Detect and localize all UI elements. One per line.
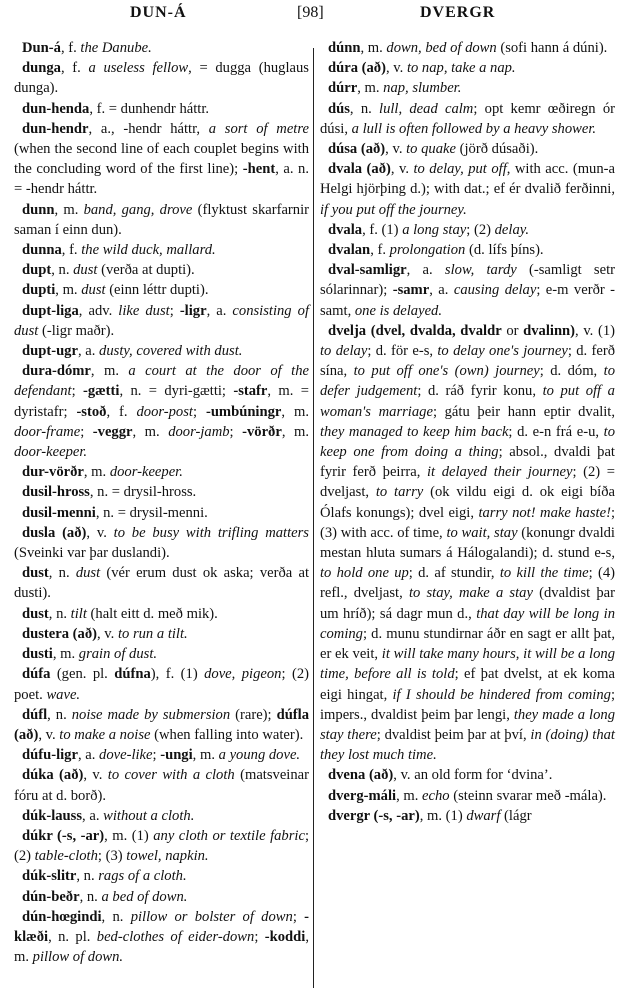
- definition: the Danube.: [80, 40, 152, 56]
- definition: to delay one's journey: [437, 343, 568, 360]
- entry-text: , f.: [106, 403, 137, 420]
- headword: dúfla (að): [14, 706, 310, 743]
- headword: -klæði: [14, 908, 310, 945]
- entry-text: , n.: [101, 908, 131, 925]
- dictionary-entry: [14, 503, 309, 523]
- entry-text: , f.: [61, 242, 82, 259]
- headword: dúnn: [328, 40, 361, 56]
- headword: dur-vörðr: [22, 464, 84, 481]
- headword: -samr: [392, 282, 430, 299]
- definition: a useless fellow: [88, 60, 189, 77]
- definition: bed-clothes of eider-down: [96, 928, 255, 945]
- definition: pillow or bolster of down: [130, 908, 293, 925]
- definition: to stay, make a stay: [408, 585, 533, 602]
- headword: dustera (að): [22, 625, 97, 642]
- entry-text: ; d. munu stundirnar áðr en sagt er allt þat, er ek veit,: [320, 625, 615, 663]
- headword: dun-hendr: [22, 120, 89, 137]
- dictionary-entry: [320, 58, 615, 78]
- definition: pillow of down.: [32, 949, 124, 966]
- definition: to keep one from doing a thing: [320, 423, 615, 461]
- headword: dúkr (-s, -ar): [22, 827, 105, 844]
- dictionary-entry: [320, 321, 615, 765]
- dictionary-entry: [14, 624, 309, 644]
- entry-text: (verða at dupti).: [97, 262, 195, 279]
- entry-text: , v.: [97, 625, 118, 642]
- definition: a court at the door of the defendant: [14, 363, 309, 400]
- entry-text: , n.: [48, 565, 76, 582]
- entry-text: ; d. ferð sína,: [320, 343, 615, 380]
- headword: dvala (að): [328, 161, 391, 178]
- entry-text: , n.: [349, 100, 380, 117]
- headword: -stafr: [233, 383, 268, 400]
- dictionary-entry: [14, 200, 309, 240]
- entry-text: , a.: [77, 343, 100, 360]
- entry-text: , n.: [51, 262, 74, 279]
- entry-text: ; dvaldist þeim þar at því,: [376, 726, 531, 743]
- headword: dusil-hross: [22, 484, 90, 501]
- definition: it will take many hours, it will be a long time, before all is told: [320, 646, 616, 683]
- dictionary-entry: [14, 604, 309, 624]
- entry-text: , f.: [370, 242, 390, 259]
- entry-text: , m.: [90, 363, 129, 380]
- definition: door-keeper.: [14, 444, 88, 461]
- definition: table-cloth: [34, 848, 98, 865]
- entry-text: , n.: [48, 605, 71, 622]
- definition: a lull is often followed by a heavy shower.: [351, 120, 597, 137]
- headword: -koddi: [264, 928, 306, 945]
- entry-text: ; gátu þeir hann eptir dvalit,: [432, 403, 616, 420]
- entry-text: , m.: [132, 423, 169, 440]
- definition: without a cloth.: [103, 807, 195, 824]
- definition: down, bed of down: [386, 40, 497, 56]
- entry-text: , n.: [47, 706, 72, 723]
- entry-text: ; impers., dvaldist þeim þar lengi,: [320, 686, 615, 723]
- entry-text: , = dugga (huglaus dunga).: [14, 60, 309, 97]
- entry-text: (gen. pl.: [50, 666, 115, 683]
- dictionary-entry: [320, 78, 615, 98]
- definition: consisting of dust: [14, 302, 309, 339]
- entry-text: (-samligt setr sólarinnar);: [320, 262, 616, 299]
- definition: to put off a woman's marriage: [320, 383, 615, 420]
- headword: -hent: [242, 161, 276, 178]
- dictionary-entry: [14, 361, 309, 462]
- definition: the wild duck, mallard.: [81, 242, 216, 259]
- definition: to quake: [406, 141, 456, 158]
- headword: dvala: [328, 221, 363, 238]
- definition: in (doing) that they lost much time.: [320, 726, 615, 764]
- headword: dúfa: [22, 666, 51, 683]
- entry-text: , m.: [14, 928, 309, 966]
- headword: dust: [22, 565, 49, 582]
- entry-text: ;: [229, 423, 243, 440]
- definition: a long stay: [402, 221, 467, 238]
- entry-text: ; d. för e-s,: [367, 343, 438, 360]
- definition: to defer judgement: [320, 363, 615, 400]
- headword: dvalan: [328, 242, 371, 259]
- headword: -stoð: [76, 403, 107, 420]
- definition: echo: [422, 787, 450, 804]
- entry-text: ; (3): [97, 848, 127, 865]
- headword: dvergr (-s, -ar): [328, 807, 420, 824]
- entry-text: or: [501, 322, 524, 339]
- headword: dura-dómr: [22, 363, 91, 380]
- dictionary-entry: [14, 341, 309, 361]
- headword: -ungi: [160, 747, 193, 764]
- definition: to run a tilt.: [117, 625, 188, 642]
- headword: dust: [22, 605, 49, 622]
- entry-text: ; (2): [14, 827, 309, 865]
- definition: to tarry: [375, 484, 424, 501]
- definition: to wait, stay: [446, 524, 518, 541]
- entry-text: (when the second line of each couplet begins with the concluding word of the first line);: [14, 141, 309, 178]
- entry-text: , f. (1): [362, 221, 403, 238]
- entry-text: (sofi hann á dúni).: [496, 40, 608, 56]
- definition: band, gang, drove: [83, 201, 193, 218]
- definition: causing delay: [453, 282, 537, 299]
- entry-text: , v.: [385, 60, 407, 77]
- headword: dupt-liga: [22, 302, 79, 319]
- dictionary-entry: [14, 301, 309, 341]
- entry-text: ; (2) = dveljast,: [320, 464, 616, 501]
- definition: if you put off the journey.: [320, 201, 467, 218]
- dictionary-entry: [14, 907, 309, 968]
- entry-text: , m. (1): [104, 827, 154, 844]
- definition: delay.: [494, 221, 530, 238]
- headword: dusla (að): [22, 524, 87, 541]
- entry-text: , a.: [406, 262, 445, 279]
- definition: dove, pigeon: [204, 666, 282, 683]
- entry-text: , v.: [385, 141, 407, 158]
- page-header: [0, 4, 625, 26]
- headword: dús: [328, 100, 350, 117]
- headword: dúk-lauss: [22, 807, 83, 824]
- entry-text: , n. = drysil-menni.: [95, 504, 208, 521]
- headword: dunna: [22, 242, 62, 259]
- entry-text: ; e-m verðr -samt,: [320, 282, 616, 319]
- headword: dverg-máli: [328, 787, 397, 804]
- dictionary-entry: [14, 482, 309, 502]
- page-number: [98]: [297, 4, 324, 21]
- entry-text: ; d. e-n frá e-u,: [508, 423, 604, 440]
- definition: a young dove.: [218, 747, 301, 764]
- headword: dupt-ugr: [22, 343, 78, 360]
- entry-text: , a.: [77, 747, 100, 764]
- dictionary-entry: [14, 280, 309, 300]
- dictionary-entry: [320, 220, 615, 240]
- dictionary-entry: [14, 705, 309, 745]
- entry-text: (matsveinar fóru at d. borð).: [14, 767, 309, 804]
- dictionary-entry: [14, 240, 309, 260]
- headword: dúfna: [114, 666, 151, 683]
- entry-text: (lágr: [500, 807, 532, 824]
- entry-text: , m.: [281, 423, 310, 440]
- entry-text: ; (2) poet.: [14, 666, 309, 703]
- dictionary-entry: [320, 139, 615, 159]
- definition: dwarf: [466, 807, 501, 824]
- headword: dvalinn): [523, 322, 576, 339]
- definition: to hold one up: [320, 565, 409, 582]
- dictionary-entry: [320, 240, 615, 260]
- entry-text: ;: [254, 928, 265, 945]
- headword: dúra (að): [328, 60, 386, 77]
- entry-text: , m. (1): [419, 807, 467, 824]
- entry-text: ;: [192, 403, 206, 420]
- entry-text: , v. an old form for ‘dvina’.: [393, 767, 553, 784]
- entry-text: ; d. dóm,: [539, 363, 604, 380]
- definition: dove-like: [99, 747, 153, 764]
- headword: dusil-menni: [22, 504, 96, 521]
- header-left-guideword: DUN-Á: [130, 4, 187, 21]
- definition: door-frame: [14, 423, 81, 440]
- definition: a bed of down.: [101, 888, 188, 905]
- entry-text: (dvaldist þar um hríð); sá dagr mun d.,: [320, 585, 615, 622]
- entry-text: (vér erum dust ok aska; verða at dusti).: [14, 565, 309, 602]
- dictionary-entry: [320, 99, 615, 139]
- entry-text: (halt eitt d. með mik).: [86, 605, 218, 622]
- dictionary-entry: [14, 644, 309, 664]
- entry-text: (ok vildu eigi d. ok eigi bíða Ólafs konungs); dvel eigi,: [320, 484, 615, 521]
- entry-text: ; d. ráð fyrir konu,: [417, 383, 543, 400]
- definition: wave.: [46, 686, 81, 703]
- entry-text: , m.: [54, 201, 84, 218]
- headword: dun-henda: [22, 100, 90, 117]
- entry-text: ), f. (1): [150, 666, 205, 683]
- entry-text: ; opt kemr œðiregn ór dúsi,: [320, 100, 616, 137]
- entry-text: (when falling into water).: [150, 726, 304, 743]
- headword: dvena (að): [328, 767, 394, 784]
- entry-text: (d. lífs þíns).: [465, 242, 544, 259]
- definition: to make a noise: [59, 726, 151, 743]
- definition: to nap, take a nap.: [406, 60, 516, 77]
- entry-text: (Sveinki var þar duslandi).: [14, 545, 170, 562]
- headword: dúrr: [328, 80, 358, 97]
- headword: -gætti: [82, 383, 120, 400]
- entry-text: ;: [71, 383, 83, 400]
- entry-text: , m.: [396, 787, 423, 804]
- dictionary-entry: [14, 58, 309, 98]
- entry-text: , v.: [83, 767, 108, 784]
- column-divider: [313, 48, 314, 988]
- definition: towel, napkin.: [126, 848, 209, 865]
- definition: if I should be hindered from coming: [392, 686, 611, 703]
- definition: grain of dust.: [78, 646, 158, 663]
- entry-text: , f.: [60, 60, 89, 77]
- entry-text: (-ligr maðr).: [38, 322, 115, 339]
- headword: Dun-á: [22, 40, 61, 56]
- definition: door-keeper.: [109, 464, 183, 481]
- entry-text: , a.: [82, 807, 104, 824]
- entry-text: ; (4) refl., dveljast,: [320, 565, 615, 602]
- dictionary-entry: [14, 806, 309, 826]
- headword: dunn: [22, 201, 55, 218]
- entry-text: ; (3) with acc. of time,: [320, 504, 615, 541]
- entry-text: (steinn svarar með -mála).: [449, 787, 607, 804]
- entry-text: (konungr dvaldi mestan hluta sumars á Hálogalandi); d. stund e-s,: [320, 524, 615, 562]
- entry-text: , n.: [79, 888, 102, 905]
- left-column: [14, 38, 309, 967]
- definition: lull, dead calm: [379, 100, 474, 117]
- dictionary-entry: [14, 765, 309, 805]
- entry-text: ;: [80, 423, 93, 440]
- definition: dust: [81, 282, 106, 299]
- dictionary-entry: [320, 786, 615, 806]
- headword: dúk-slitr: [22, 868, 77, 885]
- entry-text: , m. = dyristafr;: [14, 383, 309, 420]
- dictionary-entry: [14, 462, 309, 482]
- headword: dúka (að): [22, 767, 84, 784]
- definition: a sort of metre: [208, 120, 309, 137]
- definition: to kill the time: [499, 565, 589, 582]
- definition: door-post: [136, 403, 193, 420]
- definition: like dust: [118, 302, 170, 319]
- definition: to delay: [320, 343, 368, 360]
- entry-text: (jörð dúsaði).: [455, 141, 539, 158]
- entry-text: , m.: [55, 282, 82, 299]
- dictionary-entry: [14, 866, 309, 886]
- definition: noise made by submersion: [71, 706, 231, 723]
- definition: nap, slumber.: [383, 80, 462, 97]
- definition: to be busy with trifling matters: [113, 524, 309, 541]
- definition: slow, tardy: [444, 262, 517, 279]
- entry-text: ; absol., dvaldi þat fyrir ferð þeirra,: [320, 444, 615, 481]
- entry-text: ;: [169, 302, 180, 319]
- headword: dún-hœgindi: [22, 908, 102, 925]
- entry-text: ;: [292, 908, 305, 925]
- headword: dvelja (dvel, dvalda, dvaldr: [328, 322, 502, 339]
- headword: -vörðr: [242, 423, 282, 440]
- entry-text: ; (2): [466, 221, 495, 238]
- dictionary-entry: [320, 765, 615, 785]
- entry-text: , n. = drysil-hross.: [89, 484, 197, 501]
- entry-text: (flyktust skarfarnir saman í einn dun).: [14, 201, 309, 238]
- entry-text: , adv.: [78, 302, 119, 319]
- entry-text: , v. (1): [575, 322, 615, 339]
- entry-text: ; ef þat dvelst, at ek koma eigi hingat,: [320, 666, 616, 703]
- entry-text: , m.: [52, 646, 79, 663]
- entry-text: (rare);: [230, 706, 277, 723]
- entry-text: , n.: [76, 868, 99, 885]
- entry-text: , a. n. = -hendr háttr.: [14, 161, 309, 198]
- dictionary-entry: [14, 38, 309, 58]
- definition: dust: [75, 565, 101, 582]
- dictionary-entry: [14, 664, 309, 704]
- entry-text: , a.: [206, 302, 233, 319]
- header-right-guideword: DVERGR: [420, 4, 496, 21]
- entry-text: , v.: [86, 524, 114, 541]
- entry-text: , m.: [83, 464, 110, 481]
- definition: that day will be long in coming: [320, 605, 615, 642]
- definition: to put off one's (own) journey: [353, 363, 540, 380]
- headword: dval-samligr: [328, 262, 407, 279]
- headword: dupt: [22, 262, 52, 279]
- dictionary-entry: [14, 563, 309, 603]
- headword: dusti: [22, 646, 53, 663]
- dictionary-entry: [14, 887, 309, 907]
- headword: -umbúningr: [205, 403, 282, 420]
- headword: dúsa (að): [328, 141, 386, 158]
- definition: to cover with a cloth: [107, 767, 235, 784]
- entry-text: , a.: [429, 282, 454, 299]
- entry-text: , v.: [38, 726, 60, 743]
- dictionary-entry: [14, 523, 309, 563]
- definition: rags of a cloth.: [98, 868, 187, 885]
- entry-text: , a., -hendr háttr,: [88, 120, 209, 137]
- headword: -veggr: [92, 423, 133, 440]
- definition: dust: [73, 262, 98, 279]
- dictionary-entry: [320, 38, 615, 58]
- dictionary-entry: [14, 745, 309, 765]
- definition: they made a long stay there: [320, 706, 615, 743]
- right-column: [320, 38, 615, 826]
- headword: dúfu-ligr: [22, 747, 78, 764]
- entry-text: , n. = dyri-gætti;: [119, 383, 234, 400]
- headword: dún-beðr: [22, 888, 80, 905]
- definition: tarry not! make haste!: [478, 504, 611, 521]
- entry-text: , with acc. (mun-a Helgi hjörþing d.); with dat.; ef ér dvalið ferðinni,: [320, 161, 615, 198]
- definition: it delayed their journey: [426, 464, 573, 481]
- entry-text: , n. pl.: [48, 928, 97, 945]
- definition: one is delayed.: [354, 302, 443, 319]
- dictionary-entry: [320, 260, 615, 321]
- entry-text: , m.: [192, 747, 219, 764]
- headword: dúfl: [22, 706, 48, 723]
- entry-text: (einn léttr dupti).: [105, 282, 209, 299]
- headword: -ligr: [179, 302, 207, 319]
- entry-text: , m.: [357, 80, 384, 97]
- definition: they managed to keep him back: [320, 423, 509, 440]
- headword: dupti: [22, 282, 56, 299]
- headword: dunga: [22, 60, 61, 77]
- definition: door-jamb: [168, 423, 230, 440]
- definition: prolongation: [389, 242, 466, 259]
- entry-text: ;: [152, 747, 161, 764]
- definition: tilt: [70, 605, 87, 622]
- entry-text: , f. = dunhendr háttr.: [89, 100, 210, 117]
- dictionary-entry: [14, 826, 309, 866]
- entry-text: ; d. af stundir,: [408, 565, 500, 582]
- dictionary-entry: [14, 119, 309, 200]
- dictionary-entry: [14, 99, 309, 119]
- definition: dusty, covered with dust.: [99, 343, 243, 360]
- dictionary-entry: [14, 260, 309, 280]
- definition: any cloth or textile fabric: [153, 827, 305, 844]
- entry-text: , m.: [281, 403, 309, 420]
- dictionary-entry: [320, 806, 615, 826]
- dictionary-entry: [320, 159, 615, 220]
- entry-text: , m.: [360, 40, 387, 56]
- entry-text: , f.: [60, 40, 81, 56]
- entry-text: , v.: [390, 161, 414, 178]
- definition: to delay, put off: [413, 161, 507, 178]
